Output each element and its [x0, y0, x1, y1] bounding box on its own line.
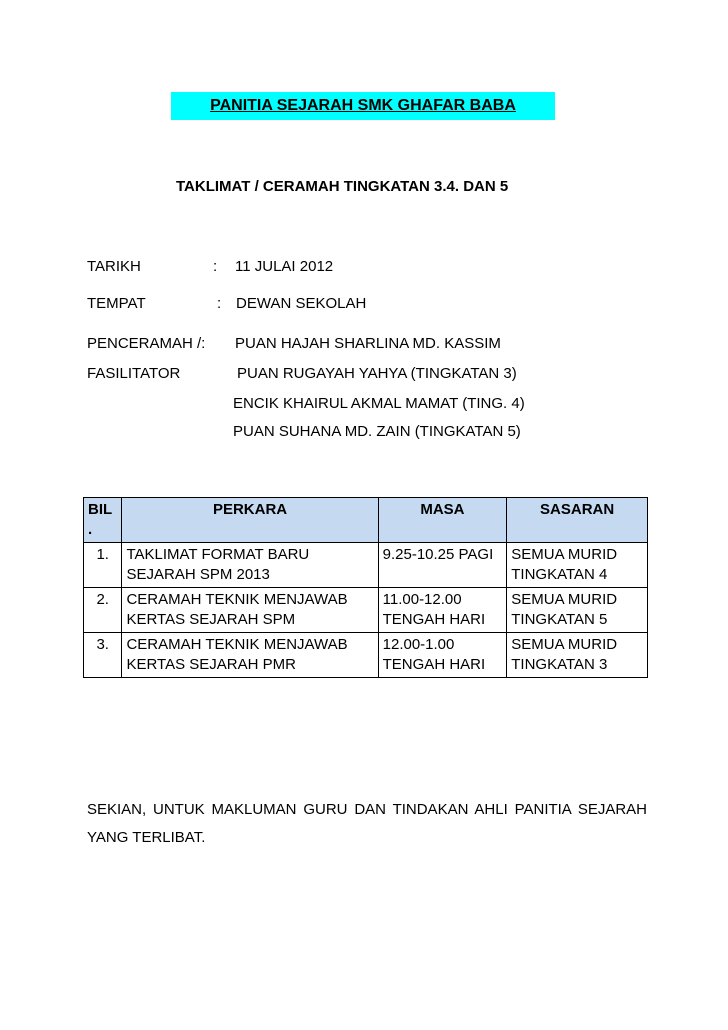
row-sasaran: SEMUA MURID TINGKATAN 5: [507, 588, 648, 633]
table-row: [84, 588, 648, 633]
tarikh-value: 11 JULAI 2012: [235, 258, 334, 275]
document-title: PANITIA SEJARAH SMK GHAFAR BABA: [171, 92, 555, 120]
closing-note: SEKIAN, UNTUK MAKLUMAN GURU DAN TINDAKAN AHLI PANITIA SEJARAH YANG TERLIBAT.: [87, 801, 647, 846]
table-row: [84, 633, 648, 678]
row-perkara: CERAMAH TEKNIK MENJAWAB KERTAS SEJARAH SPM: [122, 588, 378, 633]
tempat-colon: :: [217, 295, 222, 312]
row-perkara: TAKLIMAT FORMAT BARU SEJARAH SPM 2013: [122, 543, 378, 588]
header-perkara: PERKARA: [122, 498, 378, 543]
row-bil: 2.: [84, 588, 122, 633]
row-perkara: CERAMAH TEKNIK MENJAWAB KERTAS SEJARAH PMR: [122, 633, 378, 678]
row-sasaran: SEMUA MURID TINGKATAN 4: [507, 543, 648, 588]
header-bil: BIL .: [84, 498, 122, 543]
agenda-table: [83, 497, 648, 678]
penceramah-label: PENCERAMAH /:: [87, 335, 206, 352]
tempat-label: TEMPAT: [87, 295, 146, 312]
document-subtitle: TAKLIMAT / CERAMAH TINGKATAN 3.4. DAN 5: [176, 178, 509, 195]
fasilitator-value: PUAN RUGAYAH YAHYA (TINGKATAN 3): [237, 365, 517, 382]
fasilitator-extra-line: PUAN SUHANA MD. ZAIN (TINGKATAN 5): [233, 423, 521, 440]
table-row: [84, 543, 648, 588]
tarikh-label: TARIKH: [87, 258, 141, 275]
header-masa: MASA: [378, 498, 507, 543]
row-masa: 9.25-10.25 PAGI: [378, 543, 507, 588]
tarikh-colon: :: [213, 258, 218, 275]
fasilitator-extra-line: ENCIK KHAIRUL AKMAL MAMAT (TING. 4): [233, 395, 525, 412]
row-sasaran: SEMUA MURID TINGKATAN 3: [507, 633, 648, 678]
penceramah-value: PUAN HAJAH SHARLINA MD. KASSIM: [235, 335, 501, 352]
row-masa: 12.00-1.00 TENGAH HARI: [378, 633, 507, 678]
row-bil: 1.: [84, 543, 122, 588]
row-masa: 11.00-12.00 TENGAH HARI: [378, 588, 507, 633]
row-bil: 3.: [84, 633, 122, 678]
table-header-row: [84, 498, 648, 543]
fasilitator-label: FASILITATOR: [87, 365, 181, 382]
tempat-value: DEWAN SEKOLAH: [236, 295, 367, 312]
header-sasaran: SASARAN: [507, 498, 648, 543]
